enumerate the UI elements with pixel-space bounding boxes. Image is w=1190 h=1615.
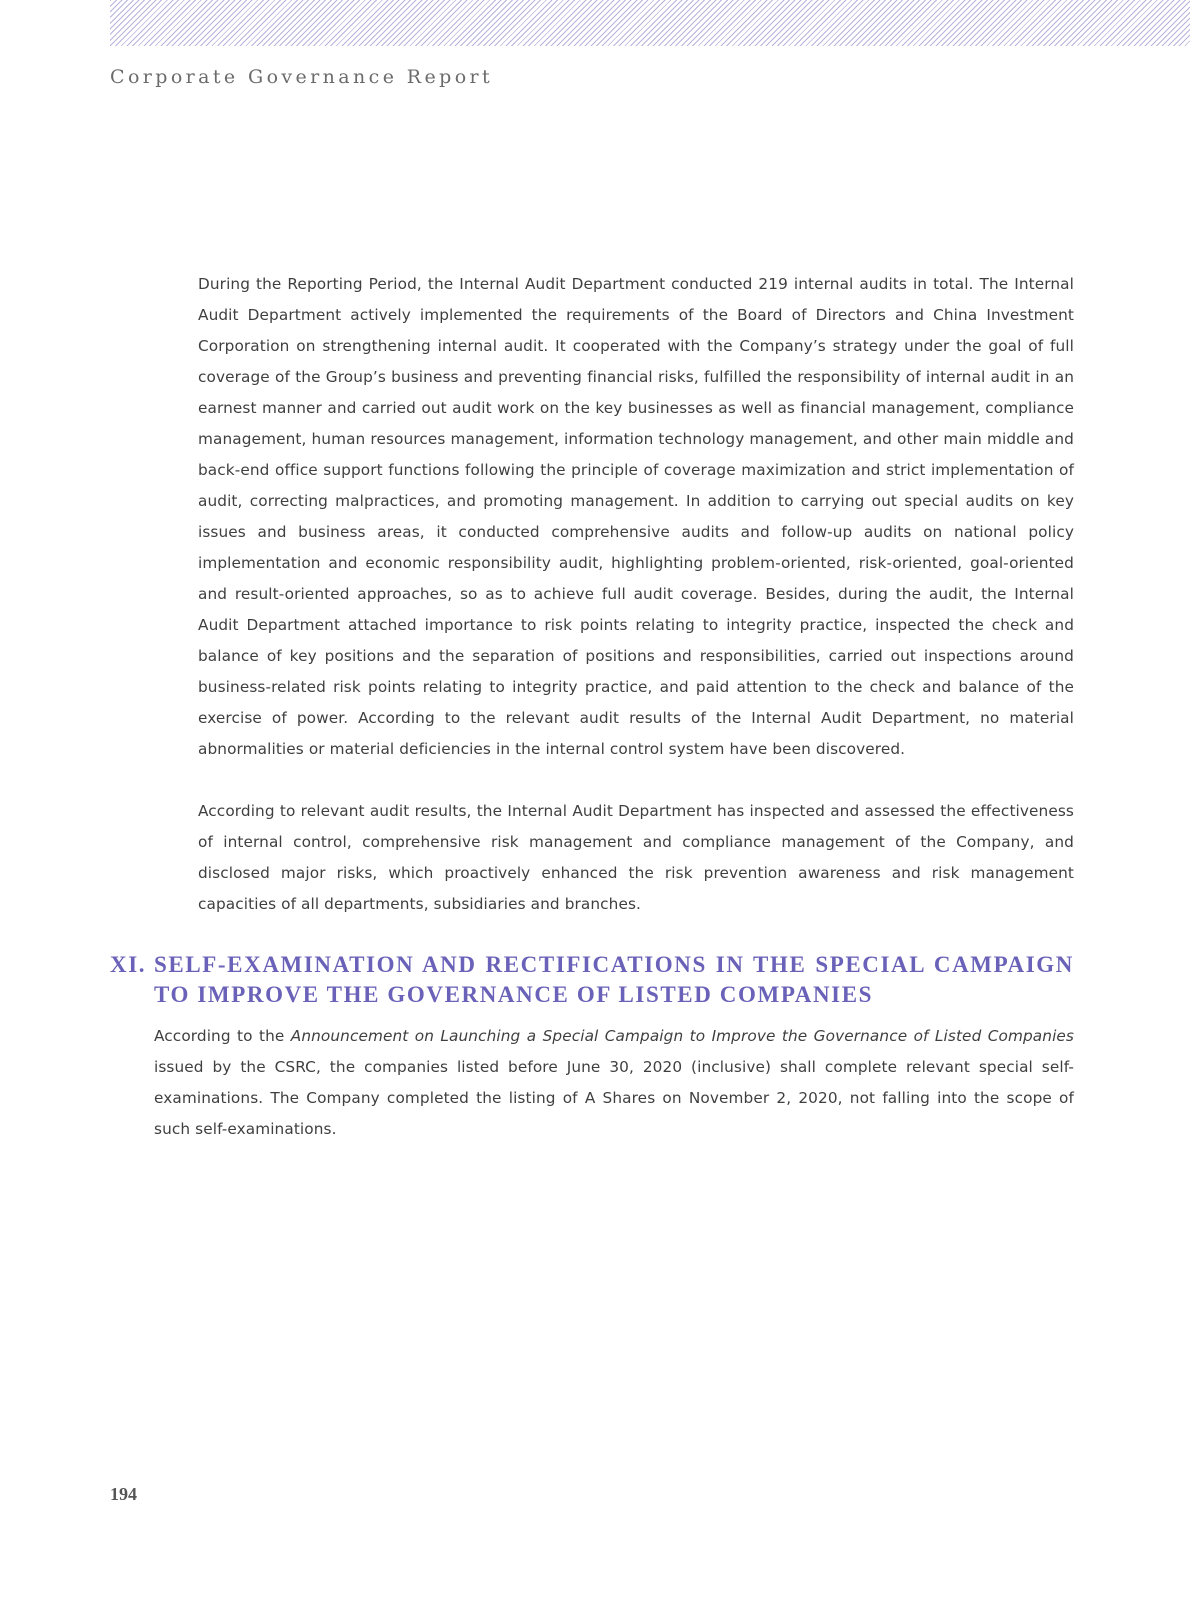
running-header: Corporate Governance Report: [110, 66, 494, 88]
paragraph-audit-results: According to relevant audit results, the Internal Audit Department has inspected and assessed the effectiveness of internal control, comprehensive risk management and compliance management of the Company, and disclosed major risks, which proactively enhanced the risk prevention awareness and risk management capacities of all departments, subsidiaries and branches.: [198, 802, 1074, 913]
section-heading: [110, 950, 1074, 1010]
paragraph-self-examination: [154, 1021, 1074, 1145]
body-prefix: According to the: [154, 1027, 291, 1045]
page-number: 194: [110, 1484, 137, 1504]
paragraph-internal-audit: During the Reporting Period, the Internal Audit Department conducted 219 internal audits in total. The Internal Audit Department actively implemented the requirements of the Board of Directors and China Investment Corporation on strengthening internal audit. It cooperated with the Company’s strategy under the goal of full coverage of the Group’s business and preventing financial risks, fulfilled the responsibility of internal audit in an earnest manner and carried out audit work on the key businesses as well as financial management, compliance management, human resources management, information technology management, and other main middle and back-end office support functions following the principle of coverage maximization and strict implementation of audit, correcting malpractices, and promoting management. In addition to carrying out special audits on key issues and business areas, it conducted comprehensive audits and follow-up audits on national policy implementation and economic responsibility audit, highlighting problem-oriented, risk-oriented, goal-oriented and result-oriented approaches, so as to achieve full audit coverage. Besides, during the audit, the Internal Audit Department attached importance to risk points relating to integrity practice, inspected the check and balance of key positions and the separation of positions and responsibilities, carried out inspections around business-related risk points relating to integrity practice, and paid attention to the check and balance of the exercise of power. According to the relevant audit results of the Internal Audit Department, no material abnormalities or material deficiencies in the internal control system have been discovered.: [198, 275, 1074, 758]
body-suffix: issued by the CSRC, the companies listed before June 30, 2020 (inclusive) shall complete relevant special self-examinations. The Company completed the listing of A Shares on November 2, 2020, not falling into the scope of such self-examinations.: [154, 1058, 1074, 1138]
announcement-title: Announcement on Launching a Special Campaign to Improve the Governance of Listed Companies: [290, 1027, 1075, 1045]
decorative-stripe-banner: [110, 0, 1190, 46]
section-title: SELF-EXAMINATION AND RECTIFICATIONS IN THE SPECIAL CAMPAIGN TO IMPROVE THE GOVERNANCE OF LISTED COMPANIES: [154, 952, 1074, 1007]
section-number: XI.: [110, 952, 147, 977]
